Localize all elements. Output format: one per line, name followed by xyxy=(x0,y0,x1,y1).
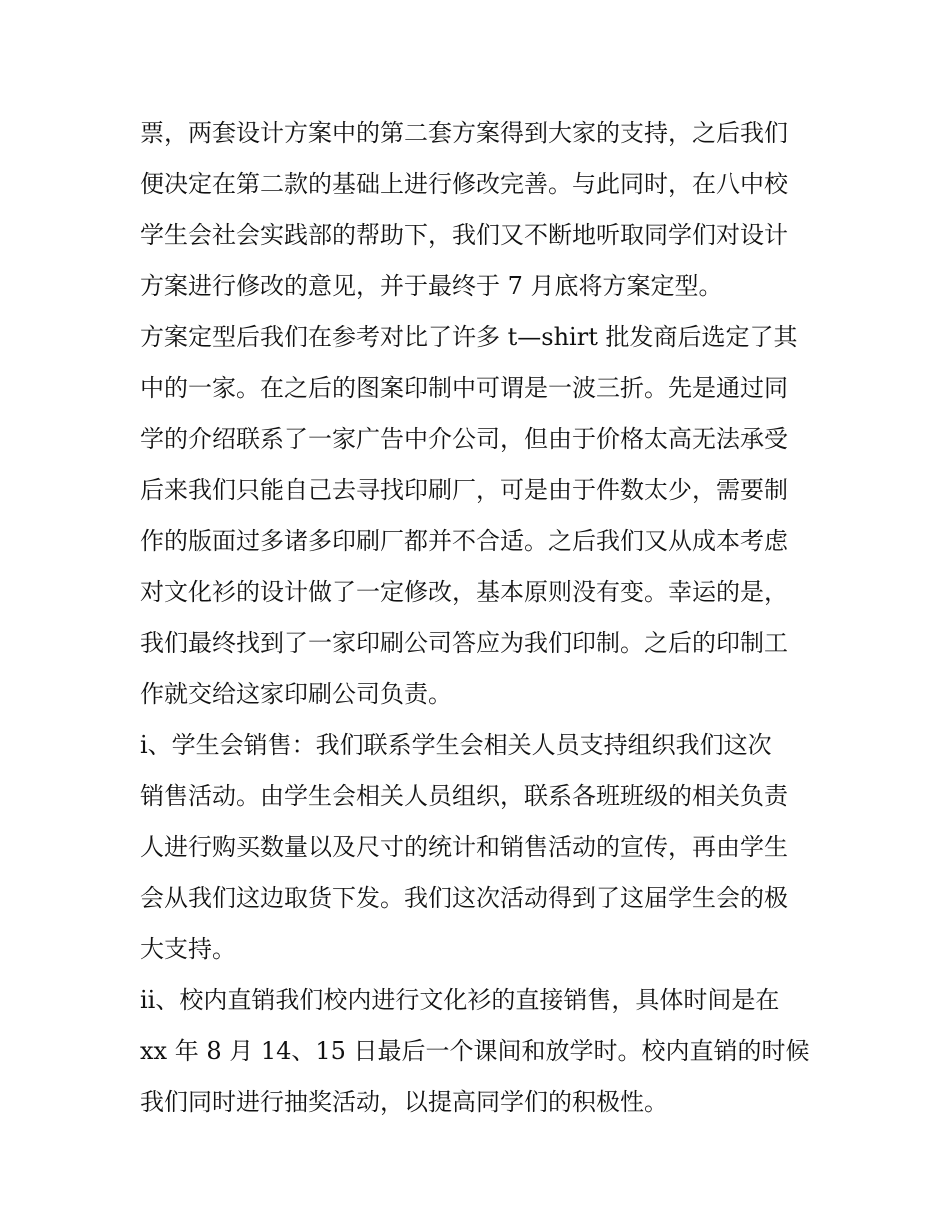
document-page xyxy=(140,108,820,1128)
paragraph-design-finalization xyxy=(140,108,820,312)
text-line: 销售活动。由学生会相关人员组织，联系各班班级的相关负责 xyxy=(140,782,788,810)
text-line: 大支持。 xyxy=(140,935,236,963)
text-line: 作的版面过多诸多印刷厂都并不合适。之后我们又从成本考虑 xyxy=(140,527,788,555)
text-line: 对文化衫的设计做了一定修改，基本原则没有变。幸运的是， xyxy=(140,578,788,606)
text-line: 学的介绍联系了一家广告中介公司，但由于价格太高无法承受 xyxy=(140,425,788,453)
text-line: 我们最终找到了一家印刷公司答应为我们印制。之后的印制工 xyxy=(140,629,788,657)
text-line: 学生会社会实践部的帮助下，我们又不断地听取同学们对设计 xyxy=(140,221,788,249)
paragraph-printing-process xyxy=(140,312,820,720)
text-line: 票，两套设计方案中的第二套方案得到大家的支持，之后我们 xyxy=(140,119,788,147)
text-line: 方案进行修改的意见，并于最终于 7 月底将方案定型。 xyxy=(140,272,723,300)
text-line: xx 年 8 月 14、15 日最后一个课间和放学时。校内直销的时候 xyxy=(140,1037,810,1065)
text-line: 作就交给这家印刷公司负责。 xyxy=(140,680,452,708)
paragraph-student-union-sales xyxy=(140,720,820,975)
text-line: 人进行购买数量以及尺寸的统计和销售活动的宣传，再由学生 xyxy=(140,833,788,861)
paragraph-on-campus-direct-sales xyxy=(140,975,820,1128)
text-line: 方案定型后我们在参考对比了许多 t—shirt 批发商后选定了其 xyxy=(140,323,798,351)
text-line: 我们同时进行抽奖活动，以提高同学们的积极性。 xyxy=(140,1088,668,1116)
text-line: 便决定在第二款的基础上进行修改完善。与此同时，在八中校 xyxy=(140,170,788,198)
text-line: 会从我们这边取货下发。我们这次活动得到了这届学生会的极 xyxy=(140,884,788,912)
text-line: 后来我们只能自己去寻找印刷厂，可是由于件数太少，需要制 xyxy=(140,476,788,504)
text-line: ii、校内直销我们校内进行文化衫的直接销售，具体时间是在 xyxy=(140,986,780,1014)
text-line: i、学生会销售：我们联系学生会相关人员支持组织我们这次 xyxy=(140,731,772,759)
text-line: 中的一家。在之后的图案印制中可谓是一波三折。先是通过同 xyxy=(140,374,788,402)
